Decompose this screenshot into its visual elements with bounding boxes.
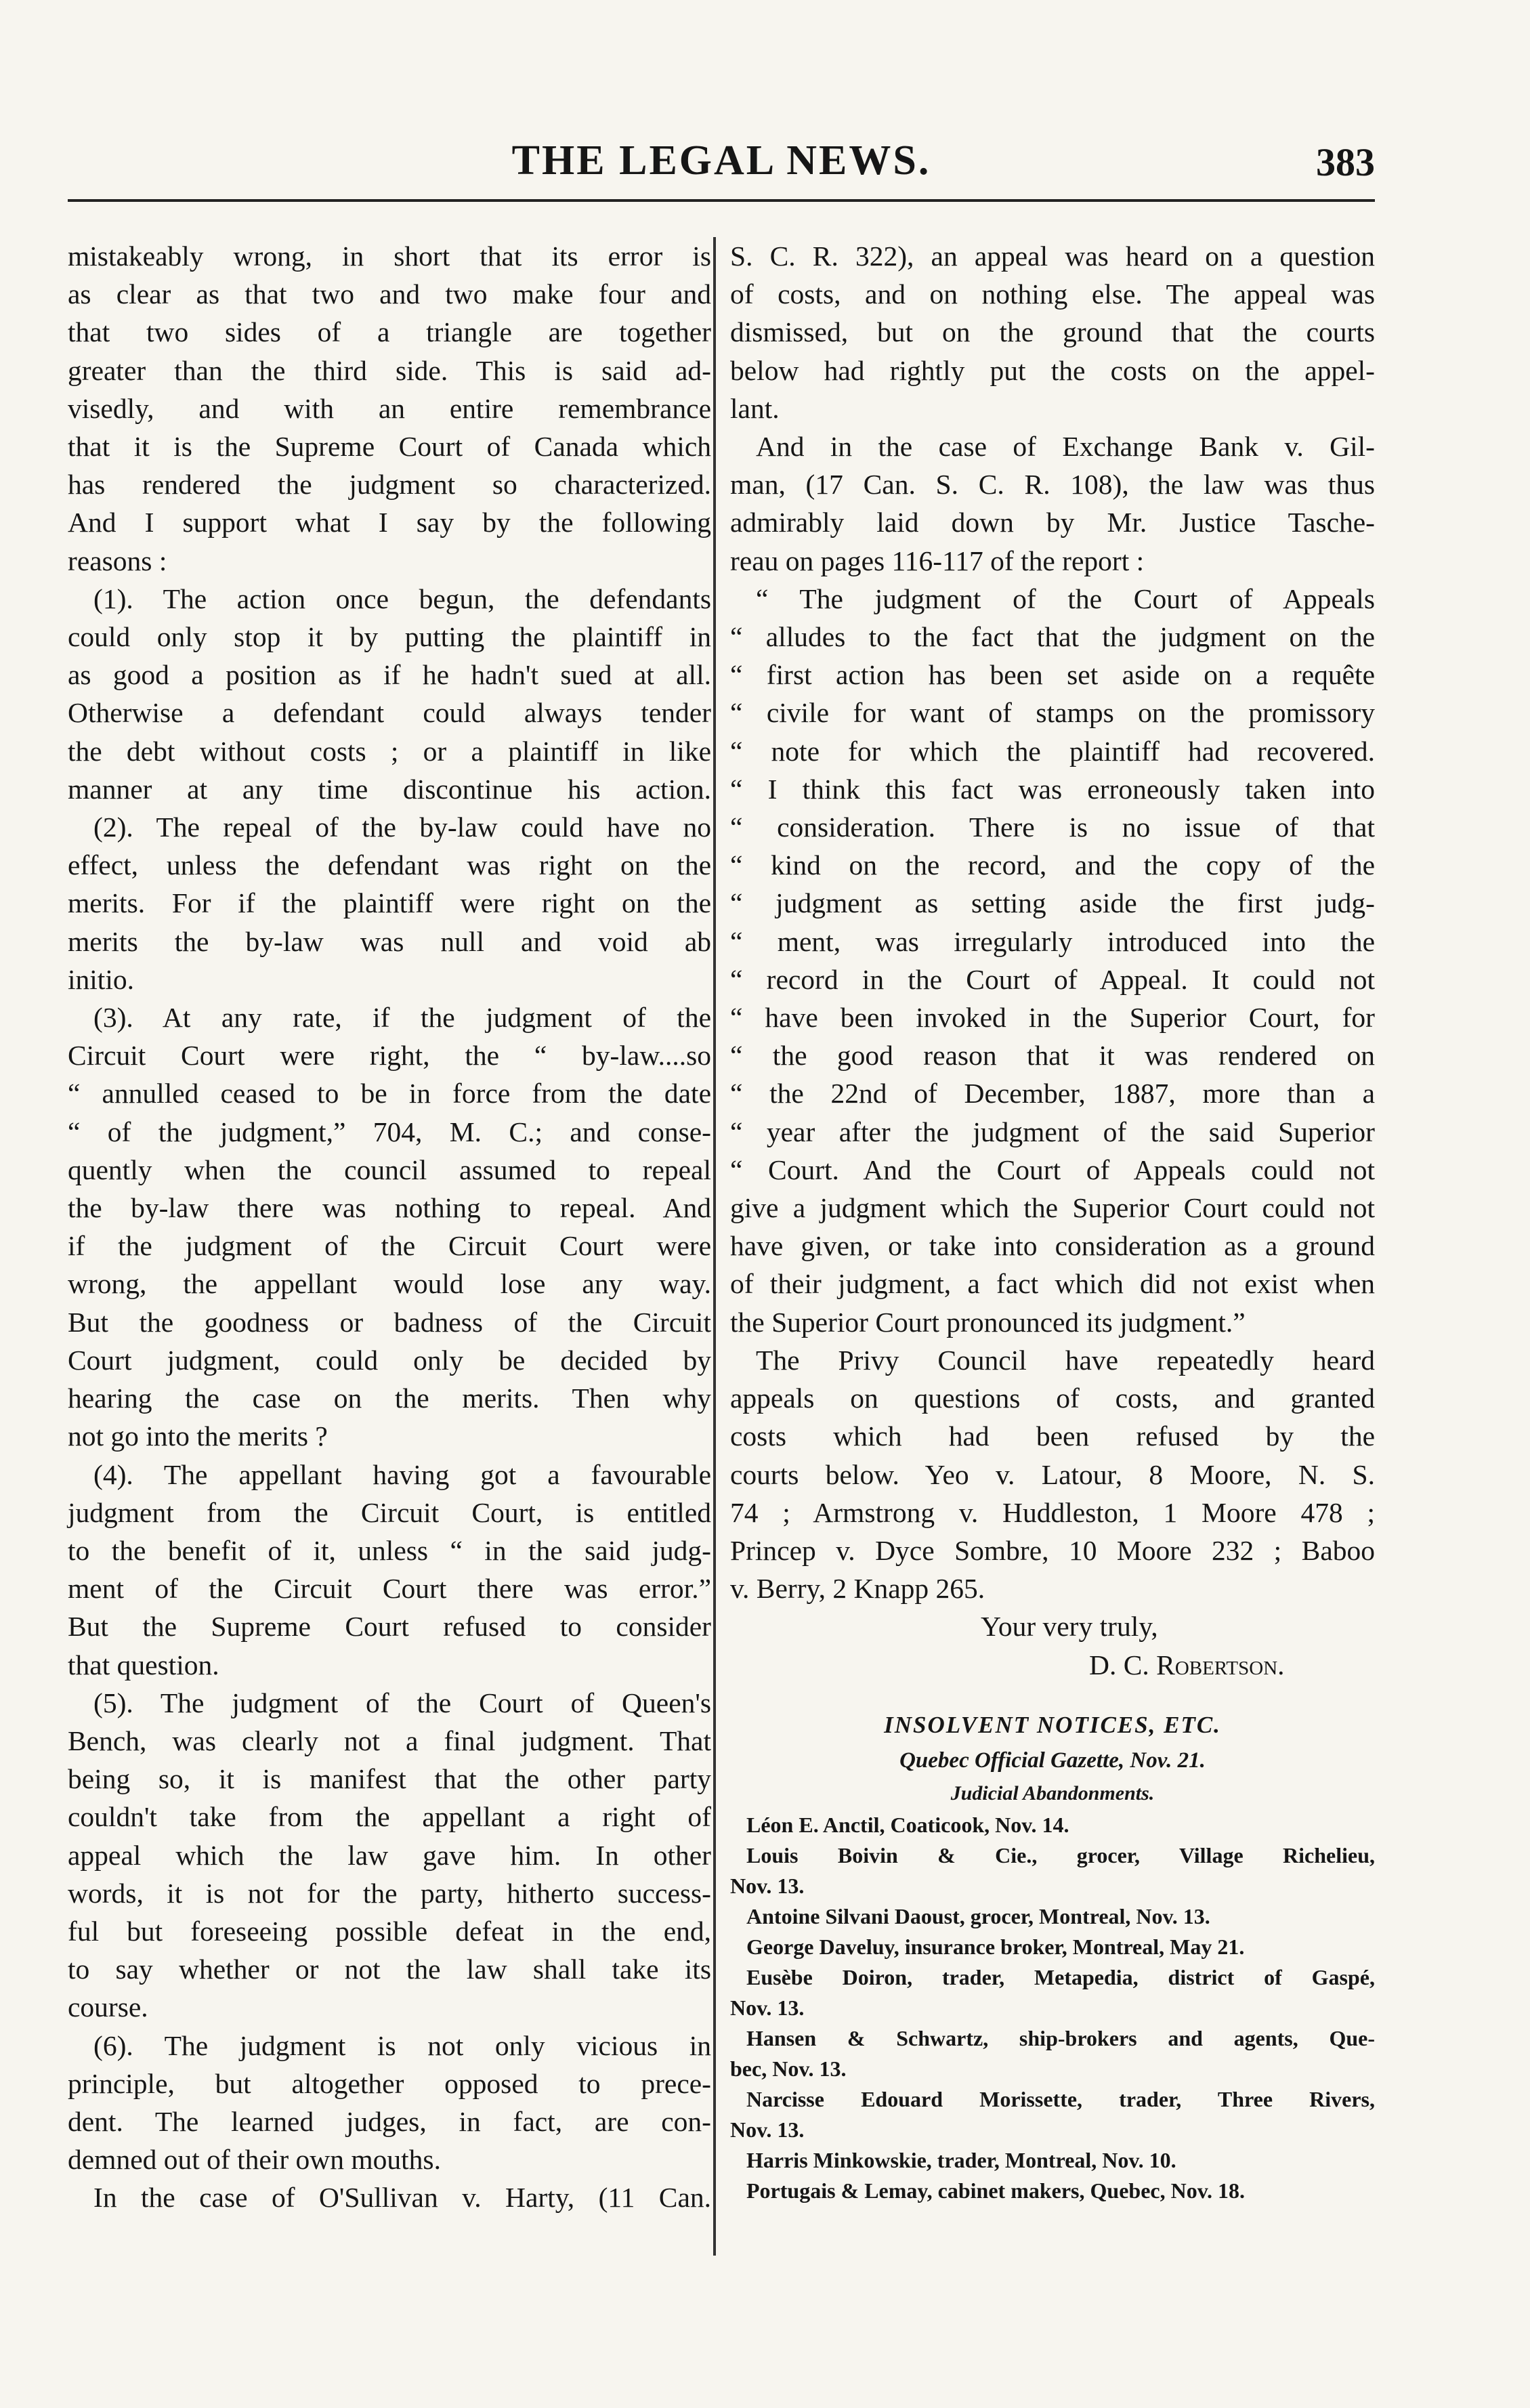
left-column-line: dent. The learned judges, in fact, are con- <box>68 2105 711 2137</box>
notices-section: Judicial Abandonments. <box>950 1781 1155 1804</box>
notices-heading: INSOLVENT NOTICES, ETC. <box>884 1711 1221 1738</box>
right-column-line: 74 ; Armstrong v. Huddleston, 1 Moore 478 ; <box>730 1496 1375 1528</box>
left-column-line: the by-law there was nothing to repeal. And <box>68 1192 711 1224</box>
left-column-line: merits the by-law was null and void ab <box>68 925 711 957</box>
right-column-text <box>730 237 1375 1607</box>
left-column-line: ment of the Circuit Court there was error.” <box>68 1573 711 1605</box>
right-column-line: courts below. Yeo v. Latour, 8 Moore, N. S. <box>730 1458 1375 1490</box>
right-column-line: “ The judgment of the Court of Appeals <box>756 583 1375 614</box>
left-column-line: But the goodness or badness of the Circuit <box>68 1306 711 1338</box>
right-column-line: “ ment, was irregularly introduced into the <box>730 925 1375 957</box>
right-column-line: The Privy Council have repeatedly heard <box>756 1344 1375 1376</box>
left-column-line: being so, it is manifest that the other party <box>68 1763 711 1795</box>
right-column-line: “ consideration. There is no issue of that <box>730 811 1375 843</box>
left-column-line: couldn't take from the appellant a right of <box>68 1801 711 1833</box>
notice-line: Louis Boivin & Cie., grocer, Village Richelieu, <box>746 1842 1375 1867</box>
left-column-line: to say whether or not the law shall take its <box>68 1953 711 1985</box>
left-column-line: words, it is not for the party, hitherto success- <box>68 1877 711 1909</box>
left-column-line: (2). The repeal of the by-law could have no <box>93 811 711 843</box>
right-column-line: of costs, and on nothing else. The appeal was <box>730 278 1375 310</box>
notice-line: Eusèbe Doiron, trader, Metapedia, district of Gaspé, <box>746 1964 1375 1989</box>
right-column-line: “ judgment as setting aside the first judg- <box>730 887 1375 919</box>
notice-entry <box>730 1932 1375 1962</box>
left-column-line: In the case of O'Sullivan v. Harty, (11 Can. <box>93 2182 711 2214</box>
notice-entry <box>730 1901 1375 1932</box>
left-column-line: Bench, was clearly not a final judgment. That <box>68 1725 711 1756</box>
left-column-line: judgment from the Circuit Court, is entitled <box>68 1496 711 1528</box>
notice-entry <box>730 1962 1375 2023</box>
right-column-line: below had rightly put the costs on the appel- <box>730 354 1375 386</box>
right-column-line: And in the case of Exchange Bank v. Gil- <box>756 431 1375 463</box>
right-column-line: “ civile for want of stamps on the promissory <box>730 697 1375 729</box>
column-divider <box>713 237 716 2256</box>
left-column-line: if the judgment of the Circuit Court were <box>68 1230 711 1262</box>
notice-line: Narcisse Edouard Morissette, trader, Three Rivers, <box>746 2086 1375 2111</box>
left-column-line: “ of the judgment,” 704, M. C.; and conse- <box>68 1116 711 1147</box>
notice-line: Nov. 13. <box>730 1873 805 1898</box>
left-column-line: hearing the case on the merits. Then why <box>68 1382 711 1414</box>
signature-closing: Your very truly, <box>981 1611 1158 1643</box>
notice-line: Harris Minkowskie, trader, Montreal, Nov. 10. <box>746 2147 1176 2172</box>
insolvent-notices <box>730 1707 1375 2206</box>
right-column-line: “ first action has been set aside on a requête <box>730 659 1375 691</box>
right-column-line: Princep v. Dyce Sombre, 10 Moore 232 ; Baboo <box>730 1534 1375 1566</box>
left-column-line: initio. <box>68 963 134 995</box>
page-title: THE LEGAL NEWS. <box>511 138 931 184</box>
notice-entry <box>730 2084 1375 2145</box>
notice-line: Hansen & Schwartz, ship-brokers and agents, Que- <box>746 2025 1375 2050</box>
left-column-line: that two sides of a triangle are together <box>68 316 711 348</box>
left-column-line: course. <box>68 1991 148 2023</box>
notice-line: Léon E. Anctil, Coaticook, Nov. 14. <box>746 1812 1069 1837</box>
signature-name: D. C. Robertson. <box>1089 1649 1285 1681</box>
right-column-line: “ alludes to the fact that the judgment on the <box>730 621 1375 653</box>
right-column <box>730 237 1375 2206</box>
right-column-line: “ note for which the plaintiff had recovered. <box>730 735 1375 767</box>
left-column-line: (5). The judgment of the Court of Queen's <box>93 1687 711 1718</box>
notice-line: Portugais & Lemay, cabinet makers, Quebec, Nov. 18. <box>746 2178 1245 2203</box>
notices-source: Quebec Official Gazette, Nov. 21. <box>899 1748 1206 1773</box>
page-number: 383 <box>1316 140 1375 184</box>
left-column-line: as clear as that two and two make four and <box>68 278 711 310</box>
notice-list <box>730 1810 1375 2206</box>
header-rule <box>68 199 1375 202</box>
notice-entry <box>730 1810 1375 1840</box>
right-column-line: give a judgment which the Superior Court could not <box>730 1192 1375 1224</box>
notice-entry <box>730 2145 1375 2176</box>
notice-line: Nov. 13. <box>730 1995 805 2020</box>
right-column-line: “ year after the judgment of the said Superior <box>730 1116 1375 1147</box>
left-column-line: ful but foreseeing possible defeat in the end, <box>68 1915 711 1947</box>
left-column-line: (1). The action once begun, the defendants <box>93 583 711 614</box>
right-column-line: “ record in the Court of Appeal. It could not <box>730 963 1375 995</box>
left-column-line: appeal which the law gave him. In other <box>68 1839 711 1871</box>
left-column-line: (4). The appellant having got a favourable <box>93 1458 711 1490</box>
page-header <box>68 130 1375 191</box>
left-column-line: Circuit Court were right, the “ by-law....so <box>68 1040 711 1072</box>
right-column-line: “ the 22nd of December, 1887, more than a <box>730 1078 1375 1110</box>
left-column-line: “ annulled ceased to be in force from the date <box>68 1078 711 1110</box>
right-column-line: admirably laid down by Mr. Justice Tasche- <box>730 507 1375 538</box>
left-column-line: to the benefit of it, unless “ in the said judg- <box>68 1534 711 1566</box>
left-column-line: that question. <box>68 1649 219 1681</box>
right-column-line: S. C. R. 322), an appeal was heard on a question <box>730 240 1375 272</box>
left-column-line: (6). The judgment is not only vicious in <box>93 2029 711 2061</box>
notice-entry <box>730 2023 1375 2084</box>
left-column-line: principle, but altogether opposed to prece- <box>68 2067 711 2099</box>
left-column-line: visedly, and with an entire remembrance <box>68 392 711 424</box>
right-column-line: “ kind on the record, and the copy of the <box>730 849 1375 881</box>
notice-entry <box>730 1840 1375 1901</box>
left-column-line: Otherwise a defendant could always tender <box>68 697 711 729</box>
left-column-line: reasons : <box>68 545 167 576</box>
left-column-line: wrong, the appellant would lose any way. <box>68 1268 711 1300</box>
notice-line: George Daveluy, insurance broker, Montreal, May 21. <box>746 1934 1245 1959</box>
notice-entry <box>730 2176 1375 2206</box>
notice-line: Nov. 13. <box>730 2117 805 2142</box>
left-column-line: mistakeably wrong, in short that its error is <box>68 240 711 272</box>
left-column-line: has rendered the judgment so characterized. <box>68 469 711 501</box>
right-column-line: man, (17 Can. S. C. R. 108), the law was thus <box>730 469 1375 501</box>
left-column-line: as good a position as if he hadn't sued at all. <box>68 659 711 691</box>
left-column-line: effect, unless the defendant was right on the <box>68 849 711 881</box>
left-column-line: merits. For if the plaintiff were right on the <box>68 887 711 919</box>
right-column-line: “ have been invoked in the Superior Court, for <box>730 1002 1375 1034</box>
left-column-line: not go into the merits ? <box>68 1420 328 1452</box>
right-column-line: reau on pages 116-117 of the report : <box>730 545 1145 576</box>
left-column-line: manner at any time discontinue his action. <box>68 773 711 805</box>
right-column-line: of their judgment, a fact which did not exist when <box>730 1268 1375 1300</box>
right-column-line: lant. <box>730 392 780 424</box>
left-column-line: But the Supreme Court refused to consider <box>68 1611 711 1643</box>
right-column-line: “ Court. And the Court of Appeals could not <box>730 1154 1375 1185</box>
right-column-line: costs which had been refused by the <box>730 1420 1375 1452</box>
left-column-line: could only stop it by putting the plaintiff in <box>68 621 711 653</box>
left-column-line: demned out of their own mouths. <box>68 2144 441 2176</box>
left-column-line: (3). At any rate, if the judgment of the <box>93 1002 711 1034</box>
right-column-line: “ the good reason that it was rendered on <box>730 1040 1375 1072</box>
notice-line: Antoine Silvani Daoust, grocer, Montreal, Nov. 13. <box>746 1903 1210 1928</box>
right-column-line: v. Berry, 2 Knapp 265. <box>730 1573 985 1605</box>
left-column-line: the debt without costs ; or a plaintiff in like <box>68 735 711 767</box>
right-column-line: “ I think this fact was erroneously taken into <box>730 773 1375 805</box>
right-column-line: have given, or take into consideration as a ground <box>730 1230 1375 1262</box>
left-column-line: And I support what I say by the following <box>68 507 711 538</box>
right-column-line: appeals on questions of costs, and granted <box>730 1382 1375 1414</box>
left-column <box>68 237 711 2217</box>
left-column-line: quently when the council assumed to repeal <box>68 1154 711 1185</box>
left-column-line: that it is the Supreme Court of Canada which <box>68 431 711 463</box>
right-column-line: dismissed, but on the ground that the courts <box>730 316 1375 348</box>
notice-line: bec, Nov. 13. <box>730 2056 847 2081</box>
left-column-line: Court judgment, could only be decided by <box>68 1344 711 1376</box>
right-column-line: the Superior Court pronounced its judgment.” <box>730 1306 1246 1338</box>
left-column-line: greater than the third side. This is said ad- <box>68 354 711 386</box>
